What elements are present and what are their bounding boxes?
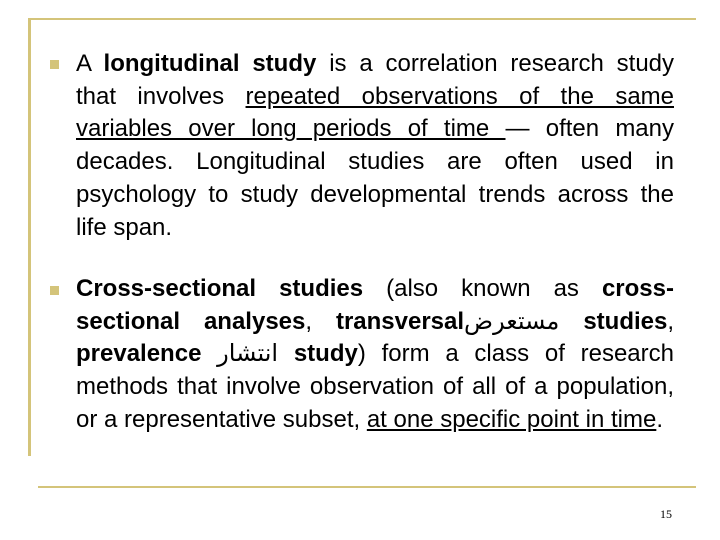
text bbox=[559, 308, 583, 335]
bullet-marker-2 bbox=[50, 286, 59, 295]
underlined-phrase: at one specific point in time bbox=[366, 405, 657, 433]
text: (also known as bbox=[363, 275, 602, 302]
slide-left-rule bbox=[28, 18, 31, 456]
page-number: 15 bbox=[660, 507, 672, 521]
term-longitudinal-study: longitudinal study bbox=[103, 50, 317, 77]
text: . bbox=[656, 405, 663, 433]
underlined-phrase: repeated observations of the same variables over long periods of time bbox=[76, 82, 674, 143]
text: , bbox=[667, 307, 675, 335]
text: ) form a class of research methods that involve observation of all of a population, or a representative subset, bbox=[76, 340, 674, 433]
paragraph-cross-sectional bbox=[76, 273, 674, 437]
term-cross-sectional-studies: Cross-sectional studies bbox=[76, 275, 364, 302]
text: — often many decades. Longitudinal studies are often used in psychology to study developmental trends across the life span. bbox=[76, 115, 675, 241]
term-cross-sectional-analyses: cross-sectional analyses bbox=[76, 275, 674, 335]
text: A bbox=[76, 50, 104, 77]
arabic-term-1: مستعرض bbox=[464, 307, 560, 335]
slide-top-rule bbox=[28, 18, 696, 20]
term-transversal: transversal bbox=[335, 307, 465, 335]
text: is a correlation research study that involves bbox=[76, 50, 675, 110]
term-prevalence: prevalence bbox=[76, 340, 202, 368]
text: , bbox=[305, 307, 336, 335]
bullet-marker-1 bbox=[50, 60, 59, 69]
term-studies: studies bbox=[583, 307, 668, 335]
arabic-term-2: انتشار bbox=[217, 340, 279, 368]
text bbox=[278, 340, 294, 367]
slide-bottom-rule bbox=[38, 486, 696, 488]
paragraph-longitudinal bbox=[76, 48, 674, 244]
text bbox=[201, 340, 217, 367]
term-study: study bbox=[293, 340, 358, 368]
